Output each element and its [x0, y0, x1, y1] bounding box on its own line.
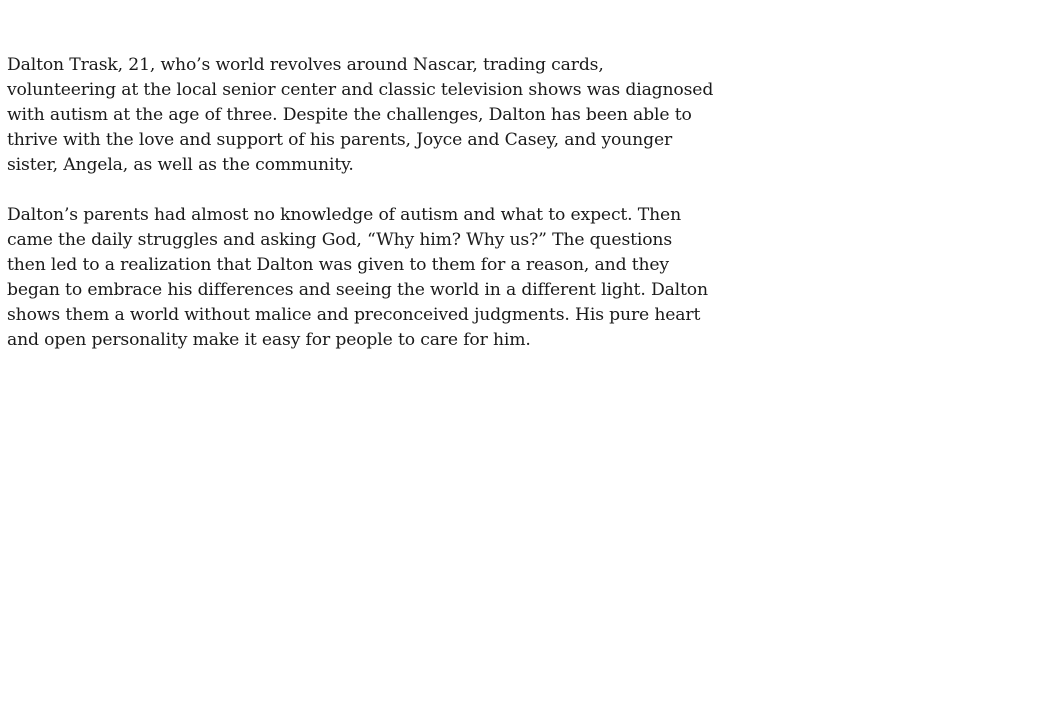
document-body	[7, 53, 714, 353]
paragraph-2-line-2: came the daily struggles and asking God, “Why him? Why us?” The questions	[7, 230, 673, 250]
paragraph-2-line-4: began to embrace his differences and seeing the world in a different light. Dalton	[7, 280, 708, 300]
paragraph-gap	[7, 178, 687, 203]
paragraph-1	[7, 53, 714, 178]
paragraph-1-line-3: with autism at the age of three. Despite the challenges, Dalton has been able to	[7, 105, 692, 125]
paragraph-1-line-2: volunteering at the local senior center and classic television shows was diagnosed	[7, 80, 714, 100]
paragraph-2	[7, 203, 708, 353]
paragraph-1-line-5: sister, Angela, as well as the community.	[7, 155, 354, 175]
paragraph-1-line-4: thrive with the love and support of his parents, Joyce and Casey, and younger	[7, 130, 673, 150]
paragraph-2-line-1: Dalton’s parents had almost no knowledge of autism and what to expect. Then	[7, 205, 681, 225]
paragraph-2-line-6: and open personality make it easy for people to care for him.	[7, 330, 531, 350]
paragraph-2-line-3: then led to a realization that Dalton was given to them for a reason, and they	[7, 255, 669, 275]
paragraph-1-line-1: Dalton Trask, 21, who’s world revolves around Nascar, trading cards,	[7, 55, 604, 75]
paragraph-2-line-5: shows them a world without malice and preconceived judgments. His pure heart	[7, 305, 701, 325]
